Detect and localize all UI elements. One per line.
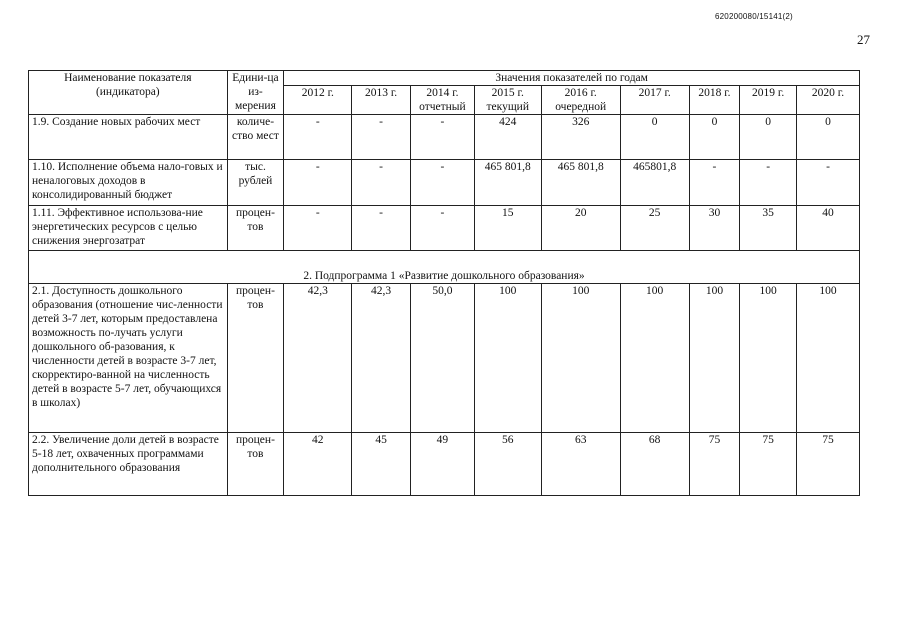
header-unit [227,71,284,115]
value-cell: 42,3 [284,284,352,433]
indicator-unit: процен-тов [227,206,284,251]
value-cell: - [689,160,740,206]
value-cell: 100 [797,284,860,433]
value-cell: 42,3 [352,284,411,433]
page-number: 27 [857,32,870,47]
value-cell: 0 [689,115,740,160]
value-cell: 25 [620,206,689,251]
value-cell: 50,0 [410,284,474,433]
indicator-unit: процен-тов [227,284,284,433]
value-cell: 0 [797,115,860,160]
value-cell: 424 [474,115,541,160]
value-cell: - [410,160,474,206]
section-title: 2. Подпрограмма 1 «Развитие дошкольного образования» [29,251,860,284]
value-cell: - [352,160,411,206]
table-row [29,433,860,496]
value-cell: 465 801,8 [474,160,541,206]
header-indicator-name: Наименование показателя (индикатора) [29,71,228,115]
year-header: 2020 г. [797,86,860,115]
document-id: 620200080/15141(2) [715,12,793,21]
table-row [29,284,860,433]
value-cell: 100 [474,284,541,433]
value-cell: 75 [797,433,860,496]
value-cell: - [284,206,352,251]
section-row [29,251,860,284]
value-cell: 35 [740,206,797,251]
indicator-unit: количе-ство мест [227,115,284,160]
value-cell: - [797,160,860,206]
value-cell: - [410,206,474,251]
year-header: 2013 г. [352,86,411,115]
year-header: 2017 г. [620,86,689,115]
value-cell: - [740,160,797,206]
value-cell: 40 [797,206,860,251]
year-header: 2016 г. очередной [541,86,620,115]
value-cell: 15 [474,206,541,251]
value-cell: 63 [541,433,620,496]
value-cell: 0 [620,115,689,160]
year-header: 2018 г. [689,86,740,115]
table-row [29,115,860,160]
value-cell: 100 [740,284,797,433]
indicator-name: 1.10. Исполнение объема нало-говых и неналоговых доходов в консолидированный бюджет [29,160,228,206]
value-cell: 49 [410,433,474,496]
indicator-unit: тыс. рублей [227,160,284,206]
value-cell: 56 [474,433,541,496]
year-header: 2015 г. текущий [474,86,541,115]
value-cell: 326 [541,115,620,160]
value-cell: 75 [740,433,797,496]
indicator-name: 2.1. Доступность дошкольного образования (отношение чис-ленности детей 3-7 лет, которым предоставлена возможность по-лучать услуги дошкольного об-разования, к численности детей в возрасте 3-7 лет, скорректиро-ванной на численность детей в возрасте 5-7 лет, обучающихся в школах) [29,284,228,433]
header-unit-text: Едини-ца из-мерения [232,72,279,112]
header-values-by-year: Значения показателей по годам [284,71,860,86]
value-cell: 20 [541,206,620,251]
indicator-name: 2.2. Увеличение доли детей в возрасте 5-18 лет, охваченных программами дополнительного образования [29,433,228,496]
year-header: 2012 г. [284,86,352,115]
value-cell: - [284,160,352,206]
year-header: 2014 г. отчетный [410,86,474,115]
value-cell: - [284,115,352,160]
value-cell: 45 [352,433,411,496]
value-cell: 100 [620,284,689,433]
indicator-unit: процен-тов [227,433,284,496]
value-cell: 100 [541,284,620,433]
value-cell: - [352,115,411,160]
indicators-table [28,70,860,496]
value-cell: 68 [620,433,689,496]
value-cell: 30 [689,206,740,251]
value-cell: 100 [689,284,740,433]
value-cell: 465801,8 [620,160,689,206]
indicator-name: 1.9. Создание новых рабочих мест [29,115,228,160]
value-cell: 0 [740,115,797,160]
value-cell: 42 [284,433,352,496]
value-cell: 75 [689,433,740,496]
table-row [29,160,860,206]
year-header: 2019 г. [740,86,797,115]
value-cell: - [352,206,411,251]
table-row [29,206,860,251]
indicator-name: 1.11. Эффективное использова-ние энергетических ресурсов с целью снижения энергозатрат [29,206,228,251]
value-cell: - [410,115,474,160]
value-cell: 465 801,8 [541,160,620,206]
